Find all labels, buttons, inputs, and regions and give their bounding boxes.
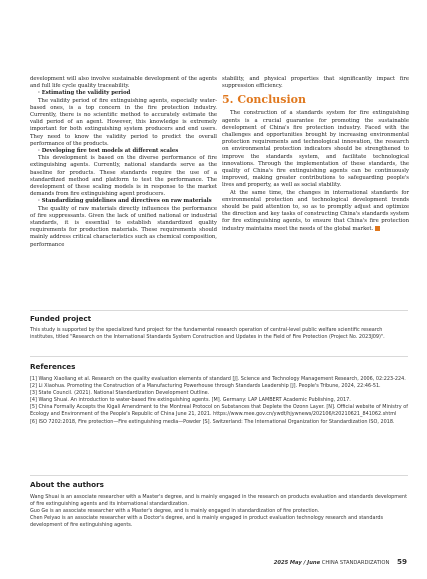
authors-list — [30, 494, 408, 529]
reference-item: [1] Wang Xiaoliang et al. Research on the quality evaluation elements of standard [J]. Science and Technology Management Research, 2006, 02:223-224. — [30, 376, 406, 382]
paragraph: development will also involve sustainable development of the agents and full life cycle quality traceability. — [30, 76, 217, 90]
subheading-validity: · Estimating the validity period — [38, 90, 131, 97]
funded-heading: Funded project — [30, 314, 92, 323]
references-heading: References — [30, 362, 76, 371]
page-number: 59 — [396, 557, 407, 566]
paragraph: The quality of raw materials directly influences the performance of fire suppressants. Given the lack of unified national or industrial standards, it is essential to establish standardized quality requirements for production materials. These requirements should mainly address critical characteristics such as chemical composition, performance — [30, 205, 217, 248]
funded-paragraph: This study is supported by the specialized fund project for the fundamental research operation of central-level public welfare scientific research institutes, titled "Research on the International Standards System Construction and Updates in the Field of Fire Protection (Project No. 2023J09)". — [30, 327, 385, 341]
footer-year: 2025 — [273, 560, 289, 566]
author-bio: Guo Ge is an associate researcher with a Master's degree, and is mainly engaged in standardization of fire protection. — [30, 508, 320, 515]
right-column — [222, 76, 409, 233]
paragraph: The validity period of fire extinguishing agents, especially water-based ones, is a top concern in the fire protection industry. Currently, there is no scientific method to accurately estimate the valid period of an agent. However, this knowledge is extremely important for both extinguishing system producers and end users. They need to know the validity period to predict the overall performance of the products. — [30, 97, 217, 147]
reference-item: [5] China Formally Accepts the Kigali Amendment to the Montreal Protocol on Substances that Deplete the Ozonn Layer. [N]. Official website of Ministry of Ecology and Environment of the People's Republic of China June 21, 2021. https://www.mee.gov.cn/ywdt/hjywnews/202106/t20210621_841062.shtml — [30, 404, 408, 418]
funded-text — [30, 327, 408, 341]
subheading-raw-materials: · Standardizing guidelines and directives on raw materials — [38, 198, 212, 205]
paragraph: stability, and physical properties that significantly impact fire suppression efficiency. — [222, 76, 409, 90]
author-bio: Wang Shuai is an associate researcher with a Master's degree, and is mainly engaged in the research on products evaluation and standards development of fire extinguishing agents and its international standardization. — [30, 494, 408, 508]
paragraph — [222, 190, 409, 233]
author-bio: Chen Peiyao is an associate researcher with a Doctor's degree, and is mainly engaged in product evaluation technology research and standards development of fire extinguishing agents. — [30, 515, 384, 529]
divider — [30, 356, 408, 357]
page-footer — [274, 557, 407, 566]
references-list — [30, 376, 408, 426]
divider — [30, 310, 408, 311]
divider — [30, 475, 408, 476]
reference-item: [4] Wang Shuai. An introduction to water-based fire extinguishing agents. [M]. Germany: LAP LAMBERT Academic Publishing, 2017. — [30, 397, 351, 404]
left-column — [30, 76, 217, 249]
reference-item: [2] Li Xiaohua. Promoting the Construction of a Manufacturing Powerhouse through Standards Leadership [J]. People's Tribune, 2024, 22:46-51. — [30, 383, 381, 390]
reference-item: [3] State Council. (2021). National Standardization Development Outline. — [30, 390, 210, 397]
paragraph-text: At the same time, the changes in international standards for environmental protection and technological development trends should be paid attention to, so as to promptly adjust and optimize the direction and key tasks of constructing China's standards system for fire extinguishing agents, to ensure that China's fire protection industry maintains meet the needs of the global market. — [222, 189, 409, 232]
authors-heading: About the authors — [30, 480, 104, 489]
paragraph: This development is based on the diverse performance of fire extinguishing agents. Currently, national standards serve as the baseline for products. These standards require the use of a standardized method and platform to test the performance. The development of these scaling models is in response to the market demands from fire extinguishing agent producers. — [30, 155, 217, 198]
conclusion-heading: 5. Conclusion — [222, 93, 306, 107]
reference-item: [6] ISO 7202:2018, Fire protection—Fire extinguishing media—Powder [S]. Switzerland: The International Organization for Standardization ISO, 2018. — [30, 418, 395, 425]
end-of-article-icon — [375, 226, 380, 231]
footer-issue: May / June — [289, 560, 321, 566]
footer-journal: CHINA STANDARDIZATION — [321, 560, 390, 566]
paragraph: The construction of a standards system for fire extinguishing agents is a crucial guarantee for promoting the sustainable development of China's fire protection industry. Faced with the challenges and opportunities brought by increasing environmental protection requirements and technological innovation, the research on environmental protection indicators should be strengthened to improve the standards system, and facilitate technological innovations. Through the implementation of these standards, the quality of China's fire extinguishing agents can be continuously improved, making greater contributions to safeguarding people's lives and property, as well as social stability. — [222, 110, 409, 189]
subheading-fire-test-models: · Developing fire test models at different scales — [38, 148, 179, 155]
